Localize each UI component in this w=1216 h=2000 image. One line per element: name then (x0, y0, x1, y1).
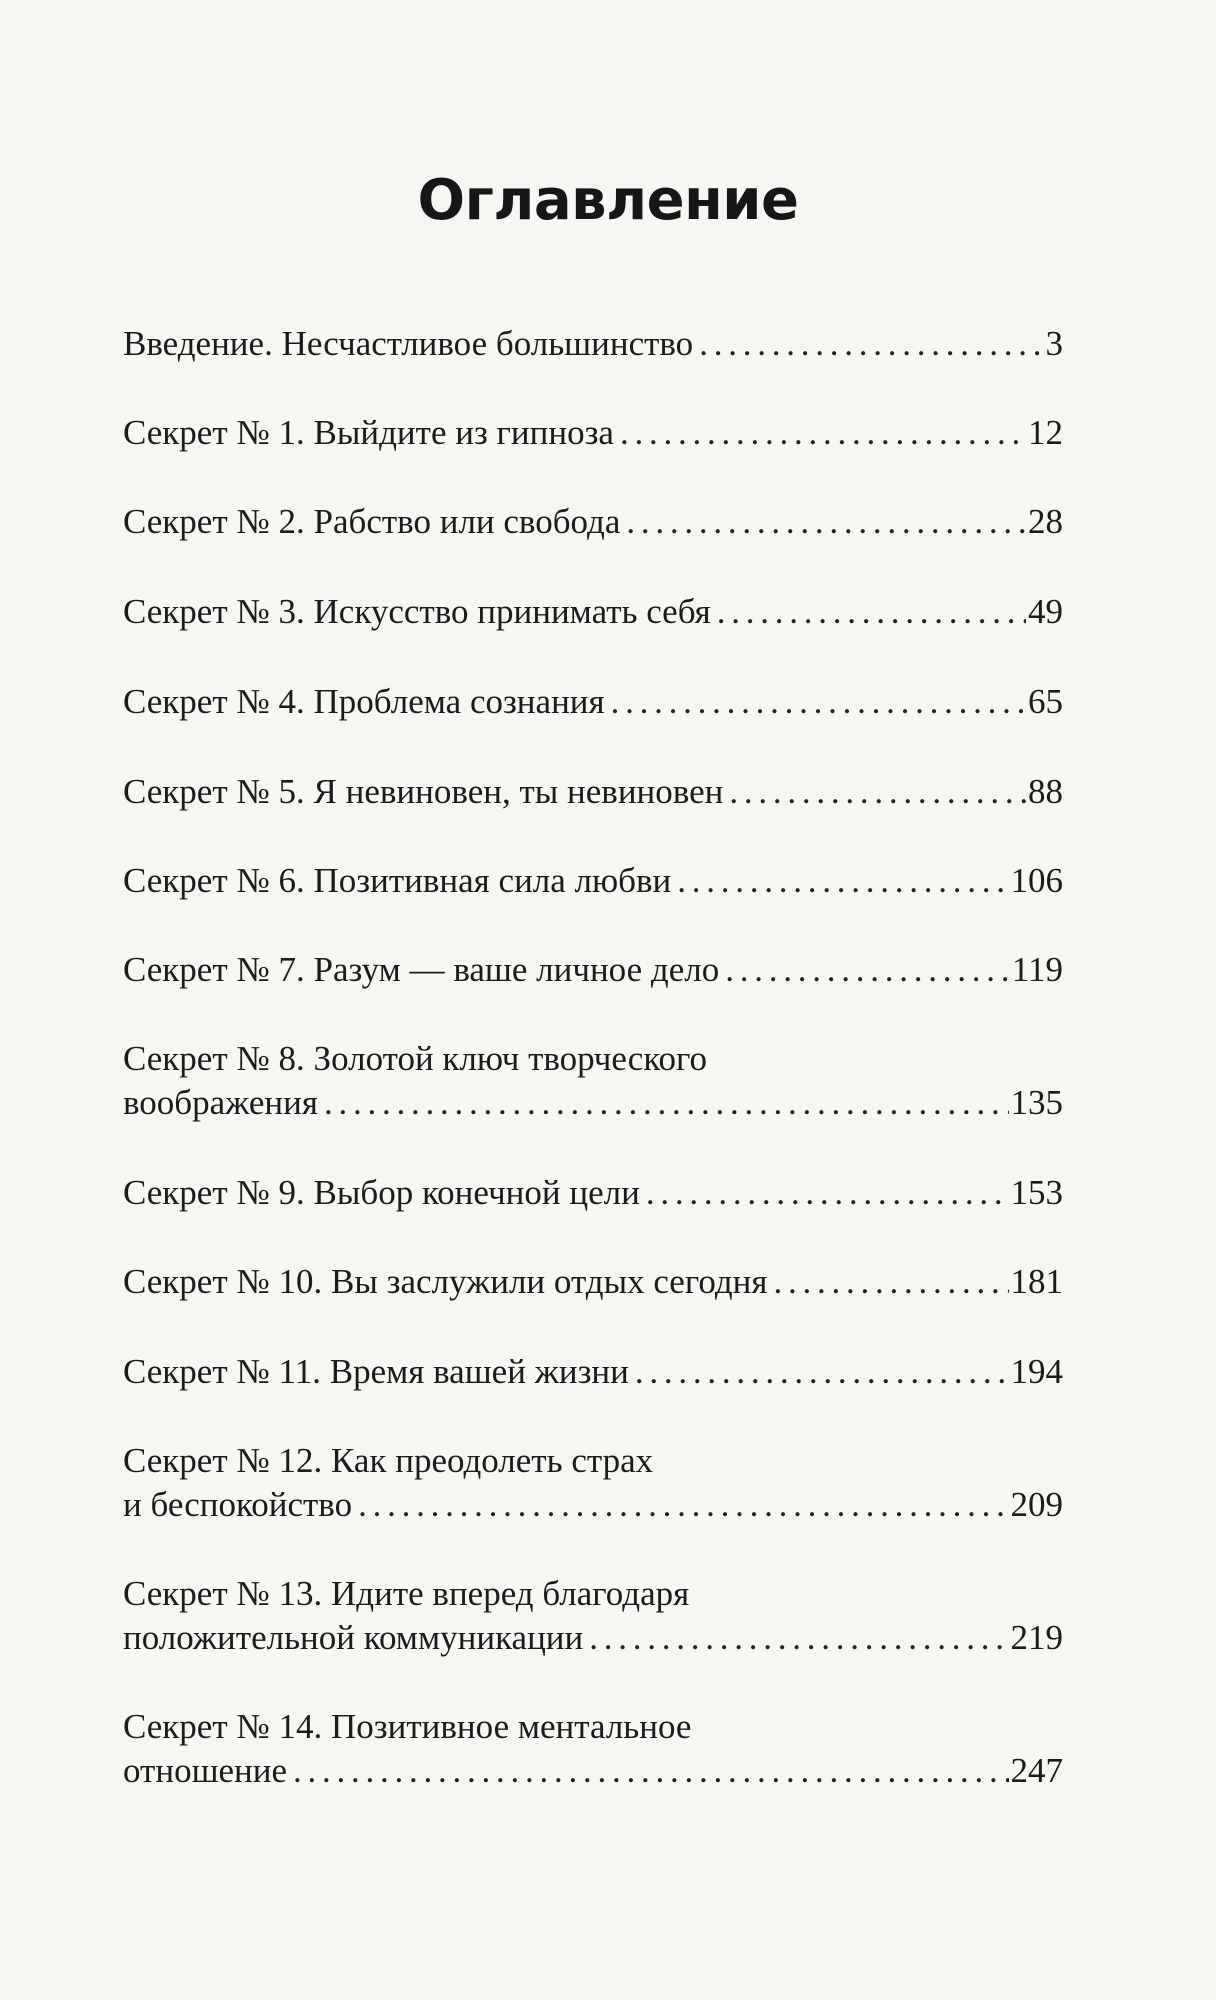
toc-entry-page: 119 (1011, 950, 1063, 989)
toc-entry-page: 49 (1028, 592, 1063, 631)
dot-leader (324, 1081, 1009, 1125)
toc-entry-page: 28 (1028, 502, 1063, 541)
toc-entry-title: Секрет № 5. Я невиновен, ты невиновен (123, 772, 724, 811)
toc-entry-title: Секрет № 11. Время вашей жизни (123, 1352, 629, 1391)
toc-entry-title: Секрет № 2. Рабство или свобода (123, 502, 621, 541)
toc-entry-title-line1: Секрет № 14. Позитивное ментальное (123, 1707, 692, 1746)
dot-leader (773, 1260, 1008, 1304)
dot-leader (677, 859, 1008, 903)
toc-entry (123, 948, 1063, 992)
toc-entry-title-line1: Секрет № 13. Идите вперед благодаря (123, 1574, 690, 1613)
dot-leader (358, 1483, 1008, 1527)
dot-leader (699, 322, 1043, 366)
toc-entry-title: Секрет № 6. Позитивная сила любви (123, 861, 672, 900)
dot-leader (717, 590, 1026, 634)
toc-entry (123, 411, 1063, 455)
dot-leader (611, 680, 1026, 724)
toc-entry-page: 3 (1045, 324, 1063, 363)
dot-leader (729, 770, 1026, 814)
dot-leader (620, 411, 1026, 455)
toc-entry-page: 153 (1010, 1173, 1063, 1212)
toc-entry-title-line2: отношение (123, 1751, 288, 1790)
toc-entry (123, 859, 1063, 903)
toc-entry (123, 1572, 1063, 1660)
dot-leader (626, 500, 1026, 544)
toc-entry (123, 590, 1063, 634)
toc-entry (123, 1171, 1063, 1215)
toc-entry-title-line2: положительной коммуникации (123, 1618, 584, 1657)
toc-entry-page: 209 (1010, 1485, 1063, 1524)
dot-leader (635, 1350, 1009, 1394)
toc-entry-page: 65 (1028, 682, 1063, 721)
toc-entry-page: 135 (1010, 1083, 1063, 1122)
dot-leader (646, 1171, 1009, 1215)
toc-entry (123, 770, 1063, 814)
toc-entry (123, 680, 1063, 724)
toc-entry (123, 500, 1063, 544)
toc-entry (123, 1037, 1063, 1125)
toc-entry (123, 322, 1063, 366)
toc-entry-title-line1: Секрет № 8. Золотой ключ творческого (123, 1039, 708, 1078)
toc-entry-page: 247 (1010, 1751, 1063, 1790)
toc-entry-page: 194 (1010, 1352, 1063, 1391)
toc-entry (123, 1439, 1063, 1527)
toc-entry-title: Введение. Несчастливое большинство (123, 324, 694, 363)
toc-entry-title-line2: воображения (123, 1083, 318, 1122)
toc-entry-page: 106 (1010, 861, 1063, 900)
toc-entry-page: 12 (1028, 413, 1063, 452)
toc-entry-title-line1: Секрет № 12. Как преодолеть страх (123, 1441, 654, 1480)
page-title: Оглавление (417, 168, 799, 233)
toc-entry (123, 1705, 1063, 1793)
dot-leader (725, 948, 1010, 992)
toc-entry (123, 1350, 1063, 1394)
toc-entry-title: Секрет № 3. Искусство принимать себя (123, 592, 711, 631)
toc-entry-title: Секрет № 10. Вы заслужили отдых сегодня (123, 1262, 768, 1301)
dot-leader (589, 1616, 1008, 1660)
toc-entry (123, 1260, 1063, 1304)
toc-entry-title: Секрет № 9. Выбор конечной цели (123, 1173, 640, 1212)
toc-entry-page: 88 (1028, 772, 1063, 811)
toc-entry-title: Секрет № 7. Разум — ваше личное дело (123, 950, 720, 989)
toc-entry-title-line2: и беспокойство (123, 1485, 353, 1524)
toc-entry-page: 219 (1010, 1618, 1063, 1657)
toc-entry-page: 181 (1010, 1262, 1063, 1301)
dot-leader (293, 1749, 1008, 1793)
toc-entry-title: Секрет № 4. Проблема сознания (123, 682, 605, 721)
toc-entry-title: Секрет № 1. Выйдите из гипноза (123, 413, 614, 452)
